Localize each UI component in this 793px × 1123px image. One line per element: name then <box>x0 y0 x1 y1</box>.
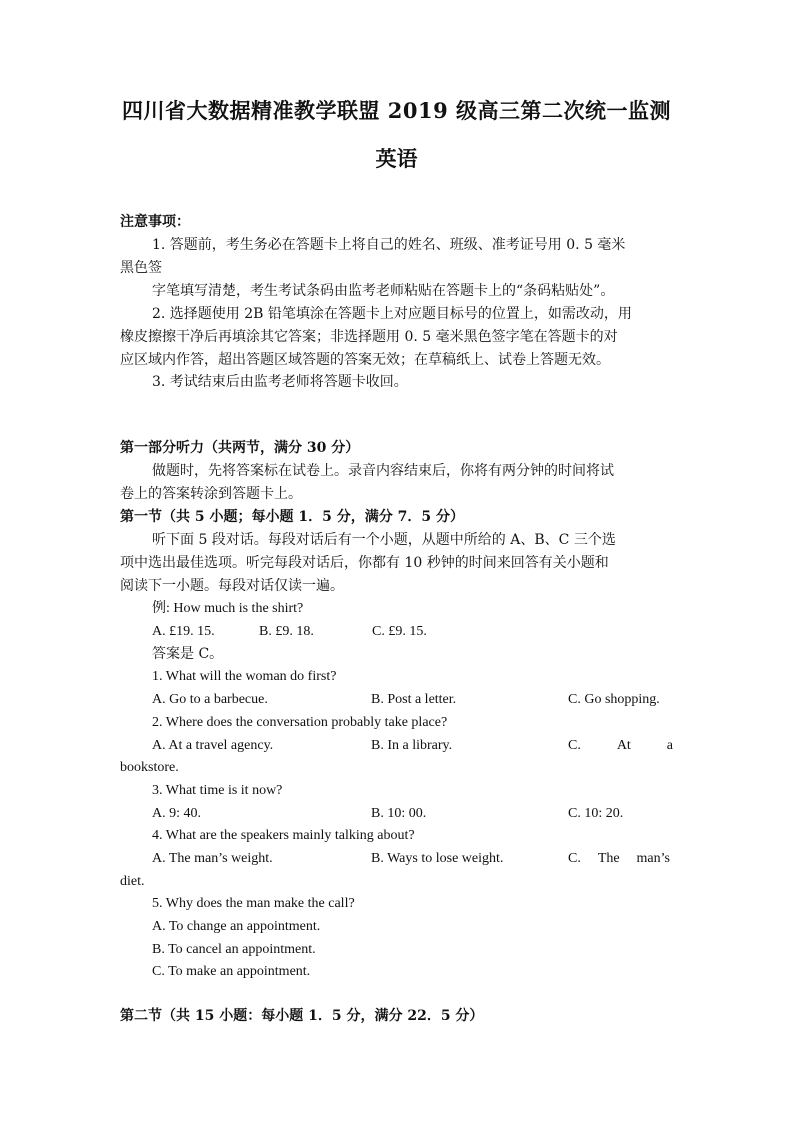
notice-item-2-line-2: 橡皮擦擦干净后再填涂其它答案；非选择题用 0. 5 毫米黑色签字笔在答题卡的对 <box>120 329 618 345</box>
section1-instr-line-2: 项中选出最佳选项。听完每段对话后，你都有 10 秒钟的时间来回答有关小题和 <box>120 555 609 571</box>
section2-heading: 第二节（共 15 小题：每小题 1．5 分，满分 22．5 分） <box>120 1008 484 1024</box>
part1-heading: 第一部分听力（共两节，满分 30 分） <box>120 440 360 456</box>
part1-intro-line-1: 做题时，先将答案标在试卷上。录音内容结束后，你将有两分钟的时间将试 <box>152 463 614 479</box>
question-4-option-c-part-3: man’s <box>636 851 670 866</box>
notice-item-2-line-1: 2. 选择题使用 2B 铅笔填涂在答题卡上对应题目标号的位置上，如需改动，用 <box>152 306 632 322</box>
question-2-option-c-part-3: a <box>666 738 673 753</box>
question-3-option-c: C. 10: 20. <box>568 806 624 821</box>
example-answer: 答案是 C。 <box>152 646 224 662</box>
part1-intro-line-2: 卷上的答案转涂到答题卡上。 <box>120 486 302 502</box>
section1-instr-line-3: 阅读下一小题。每段对话仅读一遍。 <box>120 578 344 594</box>
question-4-option-c-part-2: The <box>597 851 620 866</box>
question-1-option-b: B. Post a letter. <box>371 692 457 707</box>
question-4-option-c-wrap: diet. <box>120 874 145 889</box>
question-4-option-b: B. Ways to lose weight. <box>371 851 504 866</box>
example-option-a: A. £19. 15. <box>152 624 215 639</box>
question-2-option-b: B. In a library. <box>371 738 453 753</box>
question-4-option-c <box>568 849 670 869</box>
question-4: 4. What are the speakers mainly talking about? <box>152 828 415 843</box>
notice-heading: 注意事项： <box>120 214 190 230</box>
question-2: 2. Where does the conversation probably take place? <box>152 715 448 730</box>
page-title: 四川省大数据精准教学联盟 2019 级高三第二次统一监测 <box>121 98 672 123</box>
question-2-option-a: A. At a travel agency. <box>152 738 274 753</box>
question-3: 3. What time is it now? <box>152 783 283 798</box>
question-1: 1. What will the woman do first? <box>152 669 337 684</box>
notice-item-1-line-1: 1. 答题前，考生务必在答题卡上将自己的姓名、班级、准考证号用 0. 5 毫米 <box>152 237 626 253</box>
subject-title: 英语 <box>375 146 418 171</box>
notice-item-1-line-3: 字笔填写清楚，考生考试条码由监考老师粘贴在答题卡上的“条码粘贴处”。 <box>152 283 615 299</box>
example-option-c: C. £9. 15. <box>372 624 427 639</box>
question-2-option-c-part-1: C. <box>568 738 581 753</box>
question-3-option-a: A. 9: 40. <box>152 806 201 821</box>
question-5-option-a: A. To change an appointment. <box>152 919 321 934</box>
question-1-option-a: A. Go to a barbecue. <box>152 692 268 707</box>
question-2-option-c-wrap: bookstore. <box>120 760 179 775</box>
question-1-option-c: C. Go shopping. <box>568 692 660 707</box>
question-5-option-c: C. To make an appointment. <box>152 964 311 979</box>
section1-instr-line-1: 听下面 5 段对话。每段对话后有一个小题，从题中所给的 A、B、C 三个选 <box>152 532 616 548</box>
question-5-option-b: B. To cancel an appointment. <box>152 942 316 957</box>
question-5: 5. Why does the man make the call? <box>152 896 355 911</box>
question-4-option-c-part-1: C. <box>568 851 581 866</box>
section1-heading: 第一节（共 5 小题；每小题 1．5 分，满分 7．5 分） <box>120 509 464 525</box>
notice-item-2-line-3: 应区域内作答，超出答题区域答题的答案无效；在草稿纸上、试卷上答题无效。 <box>120 352 610 368</box>
question-2-option-c <box>568 736 673 756</box>
notice-item-1-line-2: 黑色签 <box>120 260 162 276</box>
example-question: 例: How much is the shirt? <box>152 601 304 616</box>
question-2-option-c-part-2: At <box>616 738 631 753</box>
notice-item-3: 3. 考试结束后由监考老师将答题卡收回。 <box>152 374 408 390</box>
question-4-option-a: A. The man’s weight. <box>152 851 273 866</box>
question-3-option-b: B. 10: 00. <box>371 806 427 821</box>
example-option-b: B. £9. 18. <box>259 624 314 639</box>
